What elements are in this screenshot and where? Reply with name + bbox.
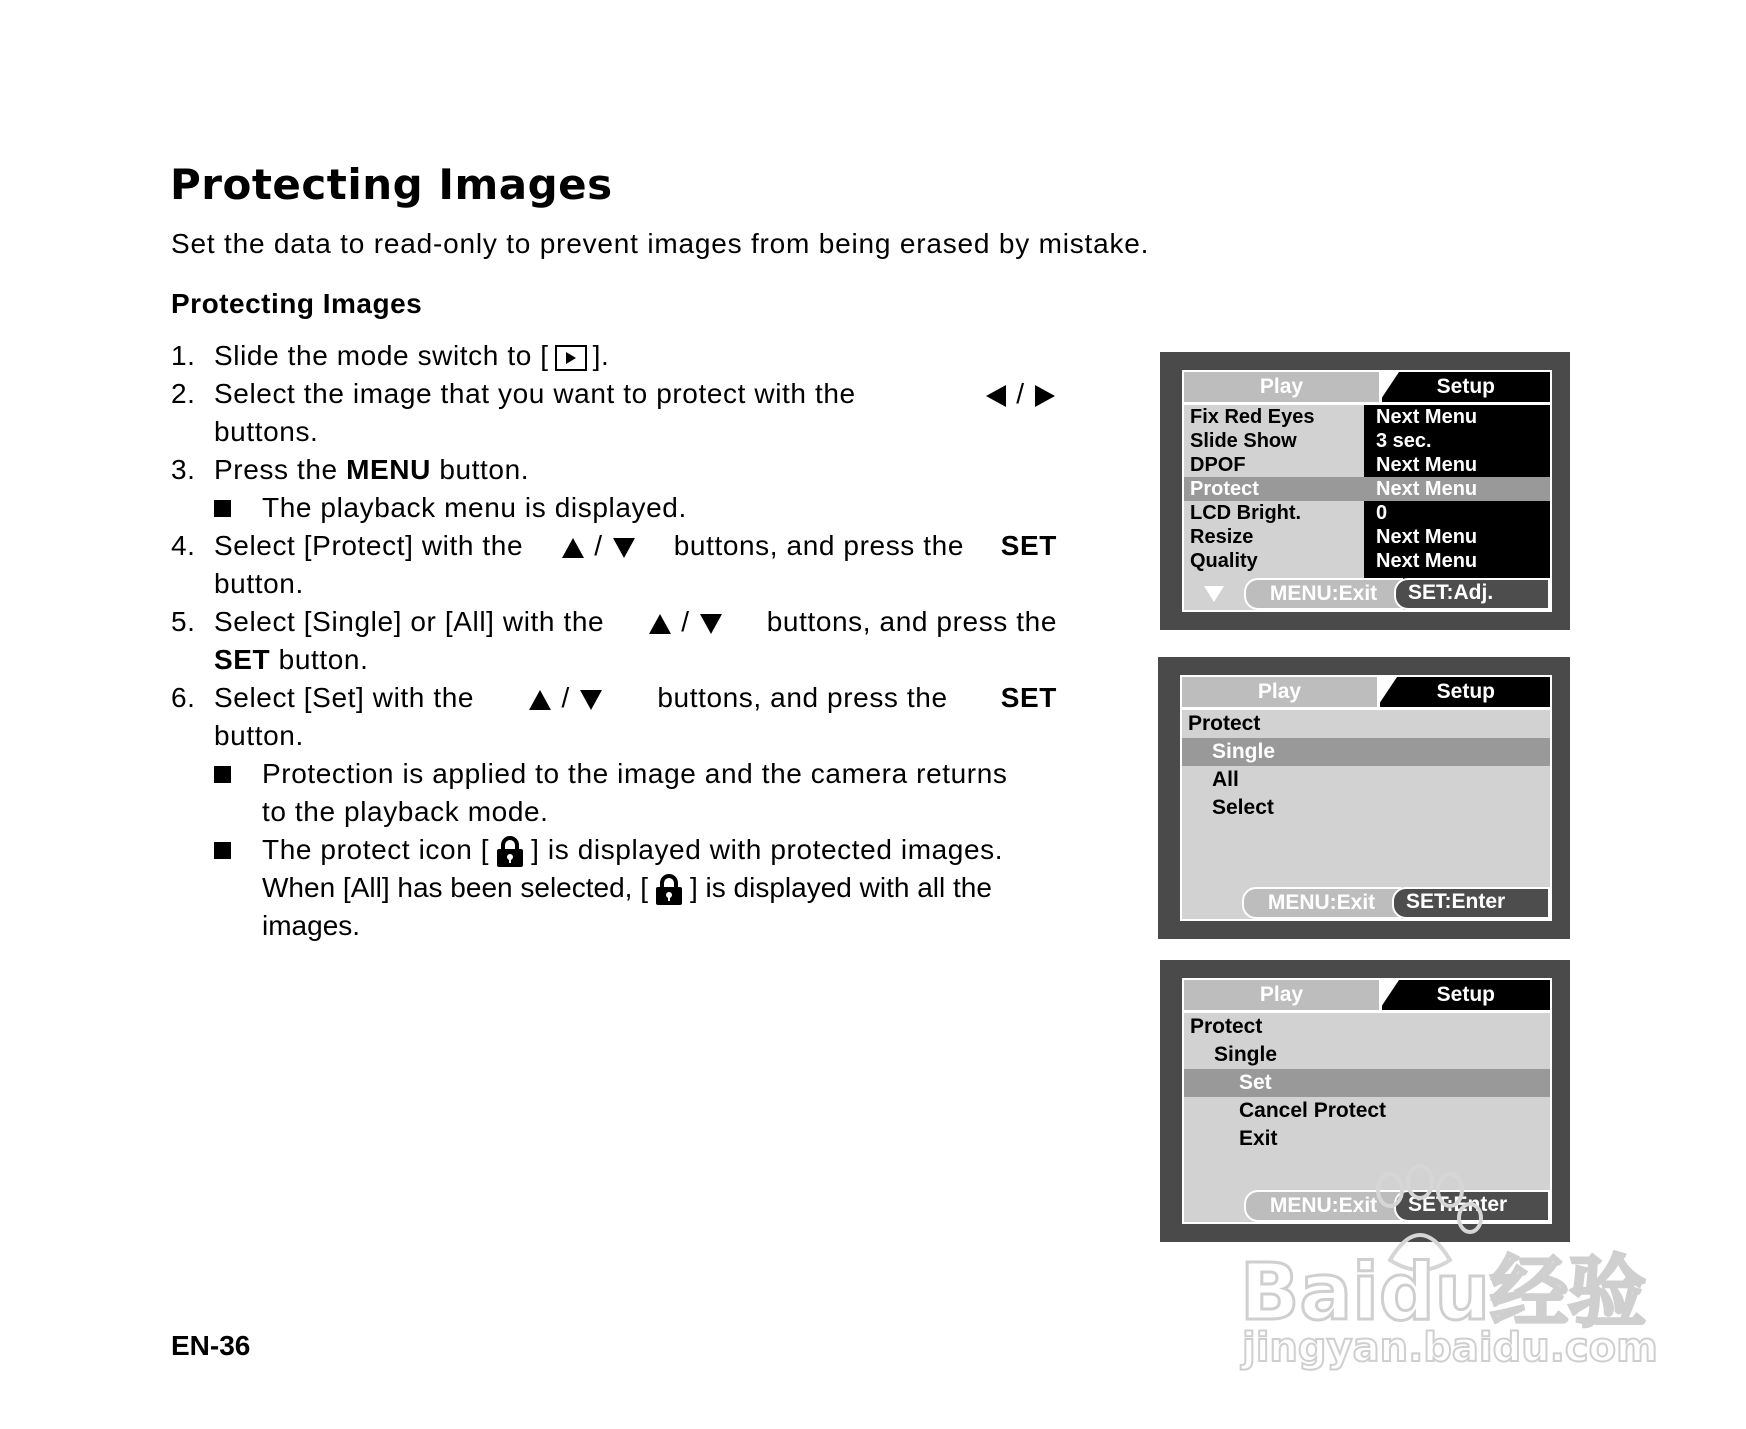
tab-divider <box>1379 372 1399 402</box>
down-arrow-icon <box>580 690 602 710</box>
separator: / <box>561 682 570 713</box>
menu-item-value: Next Menu <box>1364 405 1550 429</box>
note-text: When [All] has been selected, [ <box>262 872 648 903</box>
step-text: Slide the mode switch to [ <box>214 340 549 371</box>
camera-screen-playback-menu <box>1160 352 1570 630</box>
step-text: button. <box>214 568 304 599</box>
menu-item-value: 3 sec. <box>1364 429 1550 453</box>
step-text: button. <box>278 644 369 675</box>
step-number: 4. <box>171 530 196 561</box>
menu-heading-label: Protect <box>1188 712 1261 735</box>
camera-screen-protect-menu <box>1158 657 1570 939</box>
option-single[interactable] <box>1182 738 1550 766</box>
option-label: Select <box>1212 796 1274 819</box>
up-down-arrows <box>647 603 724 641</box>
section-heading: Protecting Images <box>171 288 423 319</box>
tab-play[interactable]: Play <box>1182 677 1377 707</box>
step-5-continued <box>214 641 368 679</box>
step-text: Select [Single] or [All] with the <box>214 606 605 637</box>
bullet-icon <box>214 842 231 859</box>
menu-item-value: Next Menu <box>1364 453 1550 477</box>
step-text: buttons, and press the <box>673 530 964 561</box>
set-hint: SET:Adj. <box>1394 578 1550 610</box>
tab-play[interactable]: Play <box>1184 980 1379 1010</box>
menu-heading <box>1184 1013 1550 1041</box>
option-cancel-protect[interactable] <box>1184 1097 1550 1125</box>
note-text: ] is displayed with protected images. <box>531 834 1004 865</box>
option-all[interactable] <box>1182 766 1550 794</box>
menu-item[interactable] <box>1184 525 1550 549</box>
menu-heading <box>1182 710 1550 738</box>
option-label: Cancel Protect <box>1239 1099 1387 1122</box>
watermark-text: Baidu经验 <box>1240 1248 1647 1338</box>
option-set[interactable] <box>1184 1069 1550 1097</box>
screen-display <box>1180 675 1552 921</box>
screen-footer <box>1242 891 1550 919</box>
note-all-protect <box>262 869 992 907</box>
menu-item-value: Next Menu <box>1364 477 1550 501</box>
set-hint: SET:Enter <box>1392 887 1550 919</box>
submenu-heading <box>1184 1041 1550 1069</box>
menu-button-name: MENU <box>346 454 431 485</box>
page-number: EN-36 <box>171 1330 251 1361</box>
page-title: Protecting Images <box>170 160 613 209</box>
step-text: Select [Set] with the <box>214 682 475 713</box>
menu-item-value: 0 <box>1364 501 1550 525</box>
menu-item[interactable] <box>1184 429 1550 453</box>
note-text: to the playback mode. <box>262 796 549 827</box>
set-button-name: SET <box>1000 682 1057 713</box>
submenu-label: Single <box>1214 1043 1278 1066</box>
note-text: The playback menu is displayed. <box>262 492 687 523</box>
down-arrow-icon <box>613 538 635 558</box>
note-text: ] is displayed with all the <box>690 872 992 903</box>
right-arrow-icon <box>1035 385 1055 407</box>
step-number: 2. <box>171 378 196 409</box>
set-hint: SET:Enter <box>1394 1190 1550 1222</box>
menu-list <box>1182 710 1550 919</box>
set-button-name: SET <box>214 644 271 675</box>
step-number: 1. <box>171 340 196 371</box>
menu-item-label: LCD Bright. <box>1190 502 1302 524</box>
baidu-watermark <box>1240 1160 1660 1390</box>
step-text: Select [Protect] with the <box>214 530 524 561</box>
down-arrow-icon <box>700 614 722 634</box>
step-text: button. <box>439 454 530 485</box>
lock-all-icon <box>654 874 684 906</box>
tab-play[interactable]: Play <box>1184 372 1379 402</box>
playback-mode-icon <box>555 345 587 371</box>
left-right-arrows <box>984 375 1057 413</box>
step-1 <box>214 337 609 375</box>
menu-item-label: Fix Red Eyes <box>1190 406 1315 428</box>
left-arrow-icon <box>986 385 1006 407</box>
tab-divider <box>1379 980 1399 1010</box>
bullet-icon <box>214 766 231 783</box>
step-number: 6. <box>171 682 196 713</box>
menu-item-label: DPOF <box>1190 454 1246 476</box>
separator: / <box>1016 378 1025 409</box>
scroll-down-icon <box>1204 586 1224 602</box>
up-down-arrows <box>560 527 637 565</box>
menu-item-selected[interactable] <box>1184 477 1550 501</box>
menu-item-value: Next Menu <box>1364 549 1550 573</box>
watermark-url: jingyan.baidu.com <box>1242 1325 1658 1371</box>
option-label: Single <box>1212 740 1276 763</box>
option-label: All <box>1212 768 1239 791</box>
menu-item-value: Next Menu <box>1364 525 1550 549</box>
step-2 <box>214 375 1057 413</box>
step-text: buttons. <box>214 416 319 447</box>
step-text: buttons, and press the <box>657 682 948 713</box>
separator: / <box>594 530 603 561</box>
option-select[interactable] <box>1182 794 1550 822</box>
up-arrow-icon <box>562 538 584 558</box>
menu-heading-label: Protect <box>1190 1015 1263 1038</box>
note-text: images. <box>262 910 361 941</box>
step-6 <box>214 679 1057 717</box>
tab-setup[interactable]: Setup <box>1380 677 1550 707</box>
step-number: 3. <box>171 454 196 485</box>
bullet-icon <box>214 500 231 517</box>
lock-icon <box>495 836 525 868</box>
menu-list <box>1184 405 1550 610</box>
menu-exit-hint: MENU:Exit <box>1244 578 1403 610</box>
step-number: 5. <box>171 606 196 637</box>
menu-exit-hint: MENU:Exit <box>1244 1190 1403 1222</box>
step-text: buttons, and press the <box>766 606 1057 637</box>
tab-divider <box>1377 677 1397 707</box>
menu-item-label: Quality <box>1190 550 1258 572</box>
tab-setup[interactable]: Setup <box>1382 980 1550 1010</box>
menu-item-label: Slide Show <box>1190 430 1297 452</box>
menu-item[interactable] <box>1184 501 1550 525</box>
menu-item[interactable] <box>1184 405 1550 429</box>
menu-item-label: Resize <box>1190 526 1254 548</box>
menu-item[interactable] <box>1184 549 1550 573</box>
menu-exit-hint: MENU:Exit <box>1242 887 1401 919</box>
step-text: Select the image that you want to protect with the <box>214 378 856 409</box>
screen-display <box>1182 370 1552 612</box>
menu-item-label: Protect <box>1190 478 1259 500</box>
option-label: Set <box>1239 1071 1272 1094</box>
note-text: The protect icon [ <box>262 834 490 865</box>
menu-item[interactable] <box>1184 453 1550 477</box>
up-arrow-icon <box>529 690 551 710</box>
note-text: Protection is applied to the image and the camera returns <box>262 758 1008 789</box>
set-button-name: SET <box>1000 530 1057 561</box>
step-3 <box>214 451 529 489</box>
intro-text: Set the data to read-only to prevent images from being erased by mistake. <box>171 228 1150 259</box>
option-label: Exit <box>1239 1127 1278 1150</box>
up-arrow-icon <box>649 614 671 634</box>
up-down-arrows <box>527 679 604 717</box>
step-text: button. <box>214 720 304 751</box>
note-protect-icon <box>262 831 1003 869</box>
step-text: ]. <box>592 340 610 371</box>
option-exit[interactable] <box>1184 1125 1550 1153</box>
step-5 <box>214 603 1057 641</box>
tab-setup[interactable]: Setup <box>1382 372 1550 402</box>
step-text: Press the <box>214 454 338 485</box>
screen-footer <box>1244 582 1550 610</box>
step-4 <box>214 527 1057 565</box>
separator: / <box>681 606 690 637</box>
